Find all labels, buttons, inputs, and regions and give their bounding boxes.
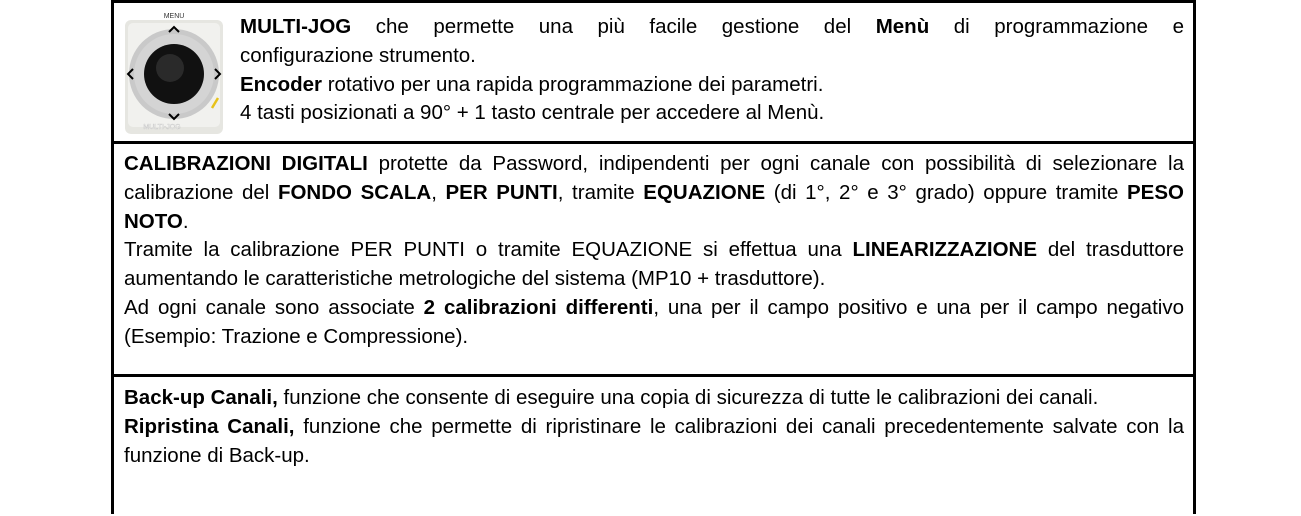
menu-label: MENU <box>163 13 185 20</box>
row-divider <box>111 374 1196 377</box>
multijog-description: MULTI-JOG che permette una più facile gestione del Menù di programmazione e configurazione strumento. Encoder rotativo per una rapida programmazione dei parametri. 4 tasti posizionati a 90° + 1 tasto centrale per accedere al Menù. <box>240 15 1185 125</box>
table-top-border <box>111 0 1196 3</box>
backup-description: Back-up Canali, funzione che consente di eseguire una copia di sicurezza di tutte le calibrazioni dei canali. Ripristina Canali, funzione che permette di ripristinare le calibrazioni dei canali precedentemente salvate con la funzione di Back-up. <box>124 386 1184 467</box>
multi-jog-image <box>124 10 224 134</box>
calibration-description: CALIBRAZIONI DIGITALI protette da Password, indipendenti per ogni canale con possibilità di selezionare la calibrazione del FONDO SCALA, PER PUNTI, tramite EQUAZIONE (di 1°, 2° e 3° grado) oppure tramite PESO NOTO. Tramite la calibrazione PER PUNTI o tramite EQUAZIONE si effettua una LINEARIZZAZIONE del trasduttore aumentando le caratteristiche metrologiche del sistema (MP10 + trasduttore). Ad ogni canale sono associate 2 calibrazioni differenti, una per il campo positivo e una per il campo negativo (Esempio: Trazione e Compressione). <box>124 152 1185 348</box>
row-divider <box>111 141 1196 144</box>
multi-jog-label: MULTI-JOG <box>143 124 181 131</box>
